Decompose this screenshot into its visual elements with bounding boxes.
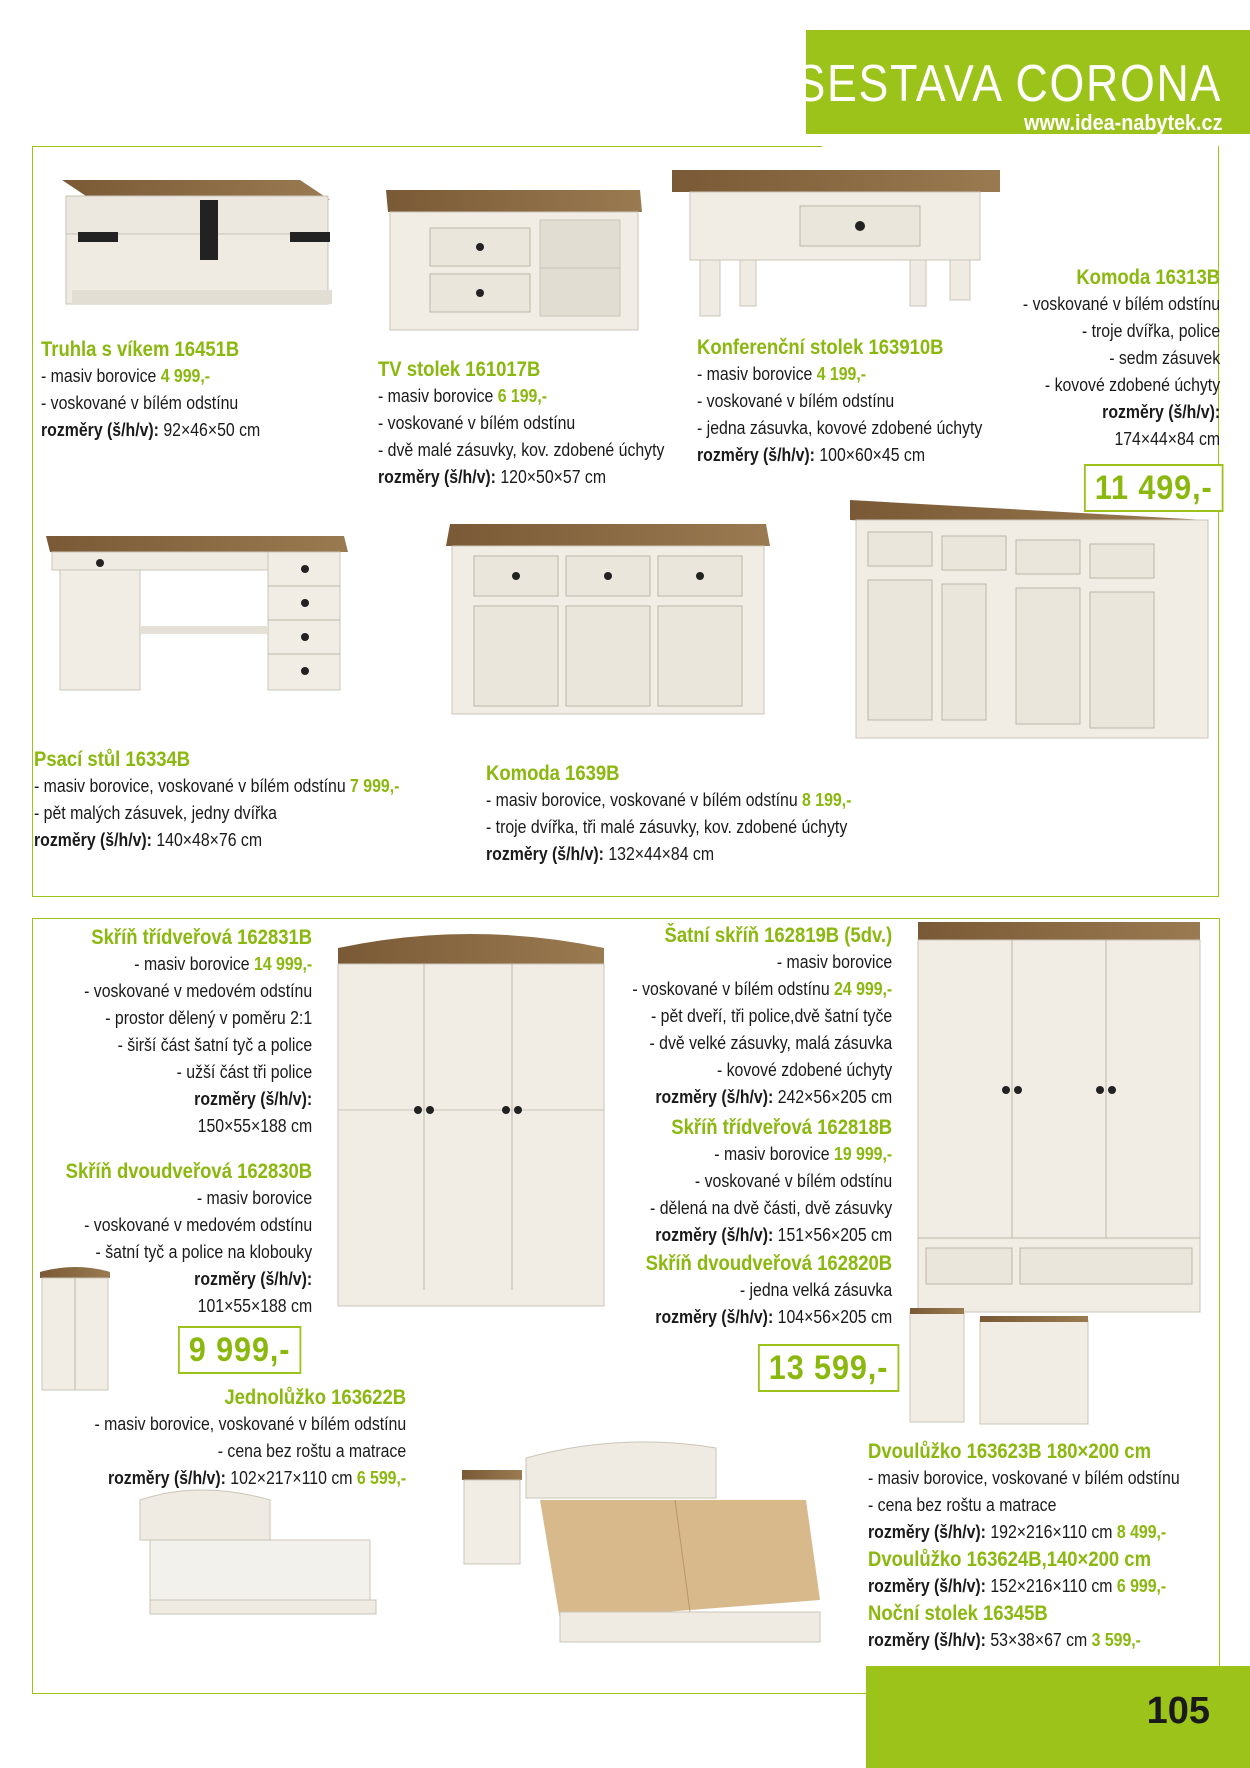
dimensions-label: rozměry (š/h/v): bbox=[1102, 402, 1220, 422]
product-title: Dvoulůžko 163623B 180×200 cm bbox=[868, 1440, 1152, 1463]
product-title: Truhla s víkem 16451B bbox=[41, 338, 240, 361]
dimensions-value: 120×50×57 cm bbox=[495, 467, 607, 487]
product-line: - voskované v bílém odstínu bbox=[694, 1171, 892, 1191]
product-title: Psací stůl 16334B bbox=[34, 748, 191, 771]
product-komoda-16313 bbox=[1023, 264, 1220, 453]
product-line: - širší část šatní tyč a police bbox=[117, 1035, 312, 1055]
product-line: - masiv borovice, voskované v bílém odstínu bbox=[868, 1468, 1180, 1488]
product-line: - dvě velké zásuvky, malá zásuvka bbox=[649, 1033, 892, 1053]
desk-image bbox=[46, 536, 348, 690]
product-line: - pět dveří, tři police,dvě šatní tyče bbox=[650, 1006, 892, 1026]
product-title: Dvoulůžko 163624B,140×200 cm bbox=[868, 1548, 1152, 1571]
product-line: - troje dvířka, police bbox=[1081, 321, 1220, 341]
nightstand-image bbox=[462, 1470, 522, 1564]
page-number-badge bbox=[866, 1666, 1250, 1768]
dimensions-label: rozměry (š/h/v): bbox=[34, 830, 152, 850]
product-line: - masiv borovice, voskované v bílém odstínu bbox=[34, 776, 351, 796]
product-line: - dělená na dvě části, dvě zásuvky bbox=[649, 1198, 892, 1218]
dimensions-label: rozměry (š/h/v): bbox=[655, 1225, 774, 1245]
product-price: 4 999,- bbox=[160, 366, 211, 386]
price-box: 9 999,- bbox=[178, 1326, 301, 1374]
dimensions-value: 132×44×84 cm bbox=[603, 844, 715, 864]
product-line: - prostor dělený v poměru 2:1 bbox=[105, 1008, 313, 1028]
product-title: Skříň dvoudveřová 162830B bbox=[65, 1160, 312, 1183]
dimensions-value: 100×60×45 cm bbox=[814, 445, 926, 465]
product-line: - voskované v medovém odstínu bbox=[83, 981, 312, 1001]
product-line: - voskované v medovém odstínu bbox=[83, 1215, 312, 1235]
coffee-table-image bbox=[672, 170, 1000, 316]
product-line: - cena bez roštu a matrace bbox=[217, 1441, 406, 1461]
sideboard-16313-image bbox=[850, 500, 1208, 738]
dimensions-label: rozměry (š/h/v): bbox=[868, 1576, 986, 1596]
product-title: Skříň dvoudveřová 162820B bbox=[645, 1252, 892, 1275]
product-konferencni-stolek bbox=[697, 334, 982, 469]
page-title: SESTAVA CORONA bbox=[795, 55, 1222, 113]
product-dvouluzko-180 bbox=[868, 1438, 1180, 1654]
product-line: - troje dvířka, tři malé zásuvky, kov. zdobené úchyty bbox=[486, 817, 848, 837]
dimensions-value: 174×44×84 cm bbox=[1114, 429, 1220, 449]
product-line: - kovové zdobené úchyty bbox=[1044, 375, 1220, 395]
product-line: - voskované v bílém odstínu bbox=[632, 979, 834, 999]
product-skrin-162820 bbox=[645, 1250, 892, 1331]
wardrobe-3door-image bbox=[338, 934, 604, 1306]
product-line: - masiv borovice bbox=[714, 1144, 834, 1164]
dimensions-label: rozměry (š/h/v): bbox=[486, 844, 604, 864]
dimensions-value: 152×216×110 cm bbox=[985, 1576, 1117, 1596]
dimensions-value: 192×216×110 cm bbox=[985, 1522, 1117, 1542]
product-skrin-162831 bbox=[84, 924, 312, 1140]
product-price: 19 999,- bbox=[833, 1144, 892, 1164]
product-price: 4 199,- bbox=[816, 364, 867, 384]
dimensions-value: 242×56×205 cm bbox=[773, 1087, 892, 1107]
product-satni-skrin-162819 bbox=[632, 922, 892, 1111]
dimensions-label: rozměry (š/h/v): bbox=[868, 1522, 986, 1542]
product-title: Noční stolek 16345B bbox=[868, 1602, 1048, 1625]
product-title: Komoda 1639B bbox=[486, 762, 620, 785]
product-line: - masiv borovice bbox=[196, 1188, 312, 1208]
product-tv-stolek bbox=[378, 356, 664, 491]
product-line: - jedna velká zásuvka bbox=[739, 1280, 892, 1300]
product-line: - masiv borovice, voskované v bílém odstínu bbox=[94, 1414, 406, 1434]
wardrobe-pair-small-image bbox=[910, 1308, 1088, 1424]
product-title: Skříň třídveřová 162831B bbox=[91, 926, 312, 949]
product-line: - masiv borovice bbox=[378, 386, 498, 406]
product-skrin-162818 bbox=[650, 1114, 892, 1249]
product-line: - masiv borovice bbox=[134, 954, 254, 974]
dimensions-value: 102×217×110 cm bbox=[225, 1468, 357, 1488]
price-box: 11 499,- bbox=[1084, 464, 1223, 512]
product-psaci-stul bbox=[34, 746, 399, 854]
product-line: - voskované v bílém odstínu bbox=[41, 393, 239, 413]
product-price: 6 999,- bbox=[1116, 1576, 1167, 1596]
product-line: - masiv borovice bbox=[776, 952, 892, 972]
product-skrin-162830 bbox=[65, 1158, 312, 1320]
product-title: Jednolůžko 163622B bbox=[224, 1386, 406, 1409]
product-line: - voskované v bílém odstínu bbox=[697, 391, 895, 411]
product-line: - masiv borovice bbox=[697, 364, 817, 384]
product-price: 8 499,- bbox=[1116, 1522, 1167, 1542]
product-title: Komoda 16313B bbox=[1076, 266, 1220, 289]
dimensions-label: rozměry (š/h/v): bbox=[107, 1468, 226, 1488]
product-line: - masiv borovice, voskované v bílém odstínu bbox=[486, 790, 803, 810]
product-title: TV stolek 161017B bbox=[378, 358, 541, 381]
chest-image bbox=[62, 180, 332, 304]
product-line: - šatní tyč a police na klobouky bbox=[95, 1242, 312, 1262]
sideboard-1639-image bbox=[446, 524, 770, 714]
product-truhla bbox=[41, 336, 260, 444]
wardrobe-5door-image bbox=[918, 922, 1200, 1312]
single-bed-image bbox=[140, 1490, 376, 1614]
dimensions-value: 92×46×50 cm bbox=[158, 420, 261, 440]
dimensions-value: 151×56×205 cm bbox=[773, 1225, 892, 1245]
product-title: Skříň třídveřová 162818B bbox=[671, 1116, 892, 1139]
product-title: Šatní skříň 162819B (5dv.) bbox=[664, 924, 892, 947]
dimensions-label: rozměry (š/h/v): bbox=[378, 467, 496, 487]
dimensions-value: 140×48×76 cm bbox=[151, 830, 263, 850]
product-title: Konferenční stolek 163910B bbox=[697, 336, 944, 359]
product-jednoluzko bbox=[94, 1384, 406, 1492]
product-komoda-1639 bbox=[486, 760, 851, 868]
website-link[interactable]: www.idea-nabytek.cz bbox=[1023, 110, 1222, 135]
price-box: 13 599,- bbox=[758, 1344, 899, 1392]
dimensions-label: rozměry (š/h/v): bbox=[194, 1089, 312, 1109]
product-line: - dvě malé zásuvky, kov. zdobené úchyty bbox=[378, 440, 665, 460]
product-line: - masiv borovice bbox=[41, 366, 161, 386]
product-line: - užší část tři police bbox=[176, 1062, 312, 1082]
product-line: - kovové zdobené úchyty bbox=[716, 1060, 892, 1080]
page-number: 105 bbox=[1146, 1690, 1210, 1732]
product-line: - sedm zásuvek bbox=[1109, 348, 1220, 368]
double-bed-image bbox=[526, 1442, 820, 1642]
product-price: 8 199,- bbox=[802, 790, 852, 810]
dimensions-label: rozměry (š/h/v): bbox=[868, 1630, 986, 1650]
product-price: 3 599,- bbox=[1091, 1630, 1141, 1650]
dimensions-label: rozměry (š/h/v): bbox=[655, 1307, 774, 1327]
product-line: - pět malých zásuvek, jedny dvířka bbox=[34, 803, 277, 823]
dimensions-value: 150×55×188 cm bbox=[197, 1116, 312, 1136]
product-price: 7 999,- bbox=[350, 776, 400, 796]
dimensions-value: 53×38×67 cm bbox=[985, 1630, 1092, 1650]
product-line: - voskované v bílém odstínu bbox=[378, 413, 576, 433]
product-price: 6 599,- bbox=[356, 1468, 406, 1488]
product-price: 24 999,- bbox=[833, 979, 892, 999]
product-price: 6 199,- bbox=[497, 386, 548, 406]
product-price: 14 999,- bbox=[253, 954, 312, 974]
dimensions-label: rozměry (š/h/v): bbox=[697, 445, 815, 465]
dimensions-label: rozměry (š/h/v): bbox=[194, 1269, 312, 1289]
dimensions-label: rozměry (š/h/v): bbox=[41, 420, 159, 440]
dimensions-label: rozměry (š/h/v): bbox=[655, 1087, 774, 1107]
tv-stand-image bbox=[386, 190, 642, 330]
dimensions-value: 101×55×188 cm bbox=[197, 1296, 312, 1316]
product-line: - jedna zásuvka, kovové zdobené úchyty bbox=[697, 418, 983, 438]
product-line: - cena bez roštu a matrace bbox=[868, 1495, 1057, 1515]
product-line: - voskované v bílém odstínu bbox=[1022, 294, 1220, 314]
dimensions-value: 104×56×205 cm bbox=[773, 1307, 892, 1327]
